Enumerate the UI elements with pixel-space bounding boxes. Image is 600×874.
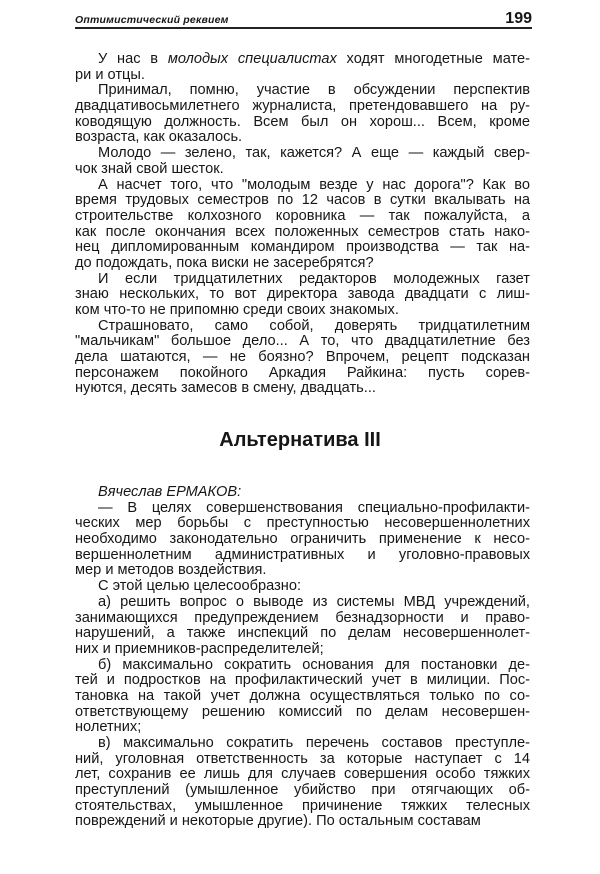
text-line: — В целях совершенствования специально-профилакти- [98,500,530,516]
paragraph [75,595,530,658]
text-line: ний, уголовная ответственность за которые наступает с 14 [75,751,530,767]
page-number: 199 [505,10,532,27]
paragraph [75,52,530,83]
text-line: С этой целью целесообразно: [98,579,302,595]
text-line: нуются, десять замесов в смену, двадцать... [75,381,376,397]
text-line: Страшновато, само собой, доверять тридцатилетним [98,318,530,334]
paragraph [75,83,530,146]
text-line: ком что-то не припомню среди своих знакомых. [75,303,399,318]
text-line: персонажем покойного Аркадия Райкина: пусть сорев- [75,365,530,381]
paragraph [75,272,530,319]
text-line: Молодо — зелено, так, кажется? А еще — каждый свер- [98,146,530,162]
paragraph [75,146,530,177]
text-line: ответствующему решению комиссий по делам несовершен- [75,704,530,720]
text-line: тей и подростков на профилактический учет в милиции. Пос- [75,673,530,689]
text-line: как после окончания всех положенных семестров стать нако- [75,224,530,240]
paragraph [75,579,530,595]
text-line: а) решить вопрос о выводе из системы МВД учреждений, [98,594,530,610]
text-line: лет, сохранив ее лишь для случаев совершения особо тяжких [75,767,530,783]
text-line: дела шатаются, — не боязно? Впрочем, рецепт подсказан [75,350,530,366]
text-span: ходят многодетные мате- [336,52,530,67]
text-line: занимающихся предупреждением безнадзорности и право- [75,610,530,626]
text-line: нец дипломированным командиром производства — так на- [75,240,530,256]
text-line: ри и отцы. [75,67,145,83]
paragraph [75,319,530,397]
text-line: них и приемников-распределителей; [75,641,324,657]
text-line: Принимал, помню, участие в обсуждении перспектив [98,83,530,99]
paragraph [75,658,530,736]
text-line: возраста, как оказалось. [75,130,243,146]
text-line: б) максимально сократить основания для постановки де- [98,657,530,673]
text-line: тановка на такой учет должна осуществляться только по со- [75,688,530,704]
text-line: "мальчикам" большое дело... А то, что двадцатилетние без [75,334,530,350]
emphasis-text: молодых специалистах [167,52,337,67]
text-line: преступлений (умышленное убийство при отягчающих об- [75,783,530,799]
text-line: ческих мер борьбы с преступностью несовершеннолетних [75,516,530,532]
text-line: ководящую должность. Всем был он хорош... Всем, кроме [75,114,530,130]
section-heading: Альтернатива III [219,429,381,451]
text-line: А насчет того, что "молодым везде у нас дорога"? Как во [98,177,530,193]
paragraph [75,178,530,272]
text-line: нолетних; [75,720,142,736]
text-line: двадцативосьмилетнего журналиста, претендовавшего на ру- [75,99,530,115]
text-line [75,485,530,501]
text-line: строительстве колхозного коровника — так пожалуйста, а [75,208,530,224]
body-text-section-2 [75,485,530,830]
text-line [75,52,530,68]
text-line: И если тридцатилетних редакторов молодежных газет [98,271,530,287]
text-line: нарушений, а также инспекций по делам несовершеннолет- [75,626,530,642]
text-line: вершеннолетним административных и уголовно-правовых [75,547,530,563]
text-line: знаю нескольких, то вот директора завода двадцати с лиш- [75,287,530,303]
text-line: необходимо законодательно ограничить применение к несо- [75,532,530,548]
running-title: Оптимистический реквием [75,14,229,26]
text-line: в) максимально сократить перечень составов преступле- [98,736,530,751]
body-text-section-1 [75,52,530,397]
paragraph [75,501,530,579]
emphasis-text: Вячеслав ЕРМАКОВ: [98,485,242,500]
text-line: мер и методов воздействия. [75,563,267,579]
header-rule [75,27,532,29]
text-span: У нас в [98,52,168,67]
text-line: время трудовых семестров по 12 часов в сутки вкалывать на [75,193,530,209]
paragraph [75,736,530,830]
paragraph [75,485,530,501]
text-line: повреждений и некоторые другие). По остальным составам [75,814,481,830]
text-line: до подождать, пока виски не засеребрятся? [75,255,374,271]
text-line: стоятельствах, умышленное причинение тяжких телесных [75,798,530,814]
text-line: чок знай свой шесток. [75,161,224,177]
